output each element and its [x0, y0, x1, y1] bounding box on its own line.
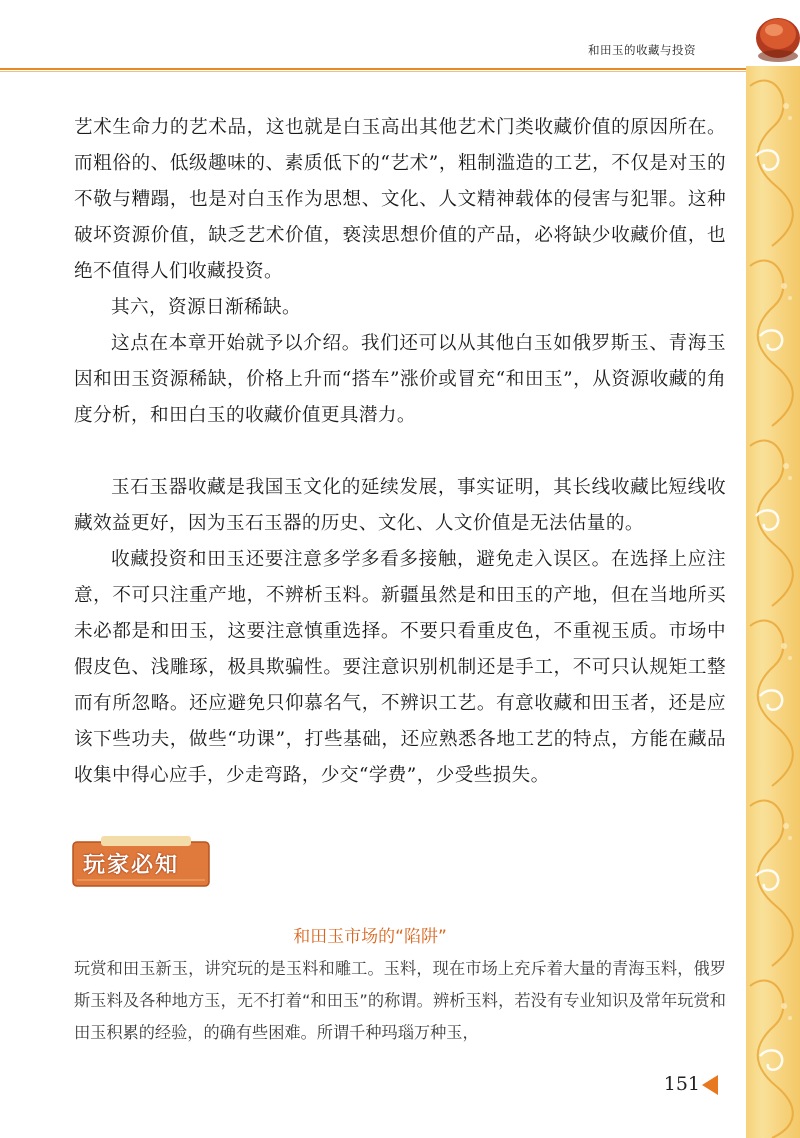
main-body-text	[74, 110, 726, 794]
header-rule-thin	[0, 71, 748, 72]
sidebar-box-title: 和田玉市场的“陷阱”	[293, 927, 447, 947]
corner-jade-ornament-image	[748, 4, 800, 66]
paragraph-gap	[74, 434, 726, 470]
page-arrow-icon	[702, 1075, 718, 1095]
page-number: 151	[663, 1073, 700, 1095]
header-rule	[0, 68, 748, 70]
sidebar-box-text: 玩赏和田玉新玉，讲究玩的是玉料和雕工。玉料，现在市场上充斥着大量的青海玉料，俄罗斯玉料及各种地方玉，无不打着“和田玉”的称谓。辨析玉料，若没有专业知识及常年玩赏和田玉积累的经验，的确有些困难。所谓千种玛瑙万种玉，	[74, 959, 726, 1042]
body-paragraph: 这点在本章开始就予以介绍。我们还可以从其他白玉如俄罗斯玉、青海玉因和田玉资源稀缺，价格上升而“搭车”涨价或冒充“和田玉”，从资源收藏的角度分析，和田白玉的收藏价值更具潜力。	[74, 333, 726, 426]
decorative-side-band	[746, 66, 800, 1138]
body-paragraph: 其六，资源日渐稀缺。	[111, 297, 301, 318]
running-header-title: 和田玉的收藏与投资	[588, 43, 696, 57]
section-badge	[71, 836, 211, 888]
body-paragraph: 艺术生命力的艺术品，这也就是白玉高出其他艺术门类收藏价值的原因所在。而粗俗的、低级趣味的、素质低下的“艺术”，粗制滥造的工艺，不仅是对玉的不敬与糟蹋，也是对白玉作为思想、文化、人文精神载体的侵害与犯罪。这种破坏资源价值，缺乏艺术价值，亵渎思想价值的产品，必将缺少收藏价值，也绝不值得人们收藏投资。	[74, 117, 726, 282]
body-paragraph: 收藏投资和田玉还要注意多学多看多接触，避免走入误区。在选择上应注意，不可只注重产地，不辨析玉料。新疆虽然是和田玉的产地，但在当地所买未必都是和田玉，这要注意慎重选择。不要只看重皮色，不重视玉质。市场中假皮色、浅雕琢，极具欺骗性。要注意识别机制还是手工，不可只认规矩工整而有所忽略。还应避免只仰慕名气，不辨识工艺。有意收藏和田玉者，还是应该下些功夫，做些“功课”，打些基础，还应熟悉各地工艺的特点，方能在藏品收集中得心应手，少走弯路，少交“学费”，少受些损失。	[74, 549, 726, 786]
body-paragraph: 玉石玉器收藏是我国玉文化的延续发展，事实证明，其长线收藏比短线收藏效益更好，因为玉石玉器的历史、文化、人文价值是无法估量的。	[74, 477, 726, 534]
badge-label: 玩家必知	[83, 852, 180, 878]
